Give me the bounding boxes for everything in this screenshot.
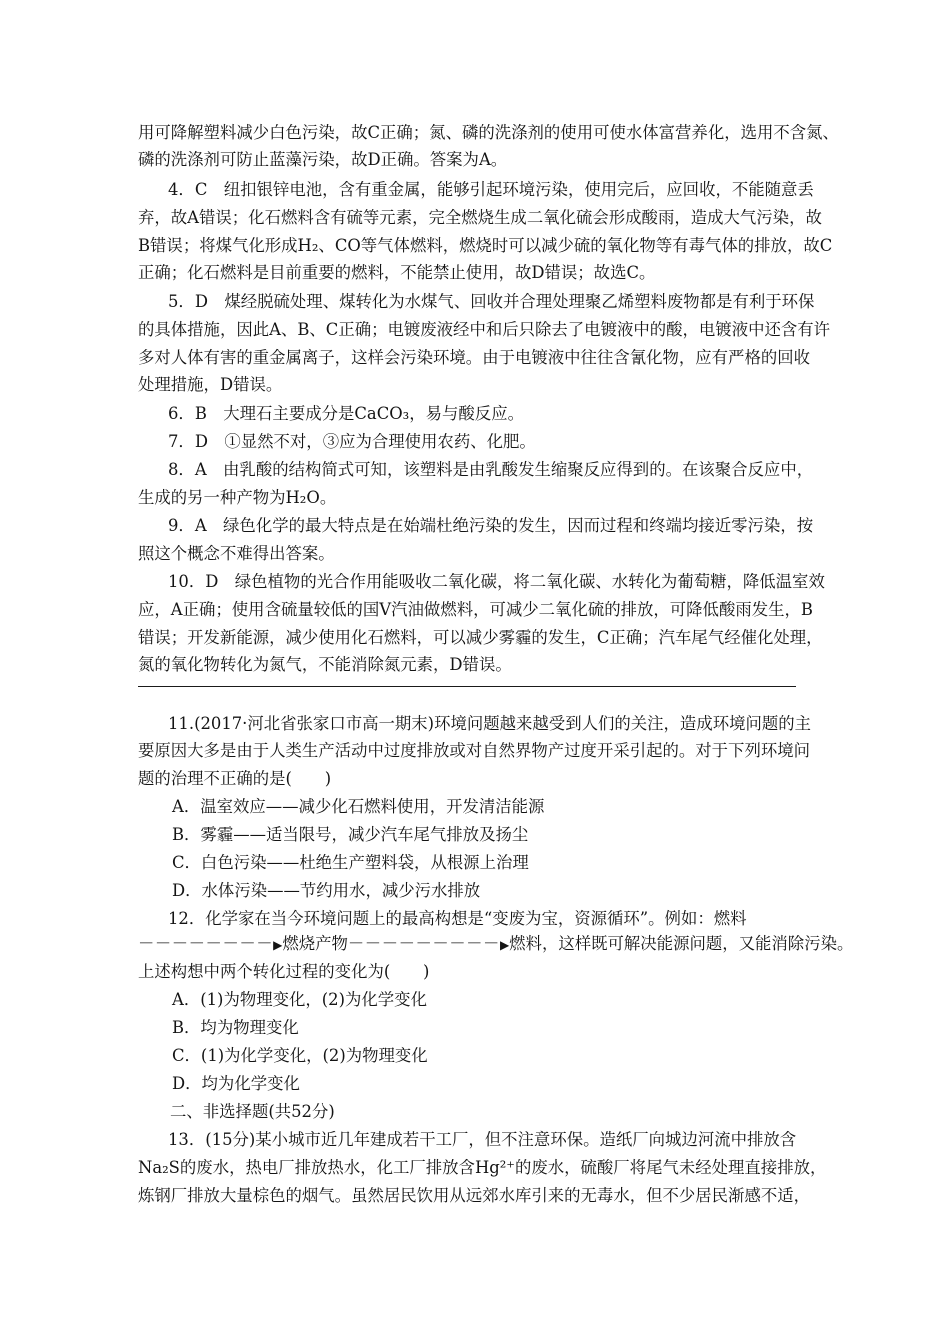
answer-10-line: 应，A正确；使用含硫量较低的国Ⅴ汽油做燃料，可减少二氧化硫的排放，可降低酸雨发生，B — [138, 600, 813, 619]
question-12-option-c: C．(1)为化学变化，(2)为物理变化 — [172, 1046, 428, 1065]
answer-3-continued-line: 用可降解塑料减少白色污染，故C正确；氮、磷的洗涤剂的使用可使水体富营养化，选用不含氮、 — [138, 123, 839, 142]
question-12-option-d: D．均为化学变化 — [172, 1074, 300, 1093]
answer-10-line: 错误；开发新能源，减少使用化石燃料，可以减少雾霾的发生，C正确；汽车尾气经催化处理， — [138, 628, 823, 647]
answer-4-line: 4．C 纽扣银锌电池，含有重金属，能够引起环境污染，使用完后，应回收，不能随意丢 — [168, 180, 814, 199]
answer-4-line: B错误；将煤气化形成H₂、CO等气体燃料，燃烧时可以减少硫的氧化物等有毒气体的排放，故C — [138, 236, 833, 255]
answer-8-line: 8．A 由乳酸的结构简式可知，该塑料是由乳酸发生缩聚反应得到的。在该聚合反应中， — [168, 460, 814, 479]
question-11-line: 要原因大多是由于人类生产活动中过度排放或对自然界物产过度开采引起的。对于下列环境问 — [138, 741, 811, 760]
question-12-option-a: A．(1)为物理变化，(2)为化学变化 — [172, 990, 427, 1009]
answer-4-line: 正确；化石燃料是目前重要的燃料，不能禁止使用，故D错误；故选C。 — [138, 263, 656, 282]
answer-8-line: 生成的另一种产物为H₂O。 — [138, 488, 337, 507]
answer-3-continued-line: 磷的洗涤剂可防止蓝藻污染，故D正确。答案为A。 — [138, 150, 508, 169]
conversion-arrow-2: －－－－－－－－－▶ — [348, 932, 509, 956]
combustion-product-label: 燃烧产物 — [282, 934, 348, 953]
answer-5-line: 多对人体有害的重金属离子，这样会污染环境。由于电镀液中往往含氰化物，应有严格的回收 — [138, 348, 811, 367]
question-11-line: 11.(2017·河北省张家口市高一期末)环境问题越来越受到人们的关注，造成环境问题的主 — [168, 714, 812, 733]
answer-10-line: 氮的氧化物转化为氮气，不能消除氮元素，D错误。 — [138, 655, 512, 674]
answer-5-line: 5．D 煤经脱硫处理、煤转化为水煤气、回收并合理处理聚乙烯塑料废物都是有利于环保 — [168, 292, 815, 311]
answer-9-line: 9．A 绿色化学的最大特点是在始端杜绝污染的发生，因而过程和终端均接近零污染，按 — [168, 516, 814, 535]
answer-5-line: 处理措施，D错误。 — [138, 375, 283, 394]
question-12-line-end: 燃料，这样既可解决能源问题，又能消除污染。 — [509, 934, 854, 953]
question-11-option-b: B．雾霾——适当限号，减少汽车尾气排放及扬尘 — [172, 825, 529, 844]
question-13-line: 炼钢厂排放大量棕色的烟气。虽然居民饮用从远郊水库引来的无毒水，但不少居民渐感不适， — [138, 1186, 811, 1205]
answer-7: 7．D ①显然不对，③应为合理使用农药、化肥。 — [168, 432, 536, 451]
question-11-option-a: A．温室效应——减少化石燃料使用，开发清洁能源 — [172, 797, 545, 816]
question-13-line: 13．(15分)某小城市近几年建成若干工厂，但不注意环保。造纸厂向城边河流中排放含 — [168, 1130, 797, 1149]
answer-5-line: 的具体措施，因此A、B、C正确；电镀废液经中和后只除去了电镀液中的酸，电镀液中还含有许 — [138, 320, 831, 339]
question-12-arrow-line — [138, 932, 858, 956]
section-divider — [138, 686, 796, 687]
answer-4-line: 弃，故A错误；化石燃料含有硫等元素，完全燃烧生成二氧化硫会形成酸雨，造成大气污染，故 — [138, 208, 822, 227]
question-12-option-b: B．均为物理变化 — [172, 1018, 299, 1037]
arrowhead-icon: ▶ — [273, 938, 283, 952]
question-11-option-c: C．白色污染——杜绝生产塑料袋，从根源上治理 — [172, 853, 529, 872]
answer-10-line: 10．D 绿色植物的光合作用能吸收二氧化碳，将二氧化碳、水转化为葡萄糖，降低温室效 — [168, 572, 825, 591]
question-11-line: 题的治理不正确的是( ) — [138, 769, 332, 788]
section-heading: 二、非选择题(共52分) — [170, 1102, 335, 1121]
question-12-line: 上述构想中两个转化过程的变化为( ) — [138, 962, 430, 981]
answer-9-line: 照这个概念不难得出答案。 — [138, 544, 335, 563]
question-11-option-d: D．水体污染——节约用水，减少污水排放 — [172, 881, 481, 900]
arrowhead-icon: ▶ — [499, 938, 510, 952]
conversion-arrow-1: －－－－－－－－▶ — [138, 932, 282, 956]
question-12-line: 12．化学家在当今环境问题上的最高构想是“变废为宝，资源循环”。例如：燃料 — [168, 909, 747, 928]
answer-6: 6．B 大理石主要成分是CaCO₃，易与酸反应。 — [168, 404, 524, 423]
question-13-line: Na₂S的废水，热电厂排放热水，化工厂排放含Hg²⁺的废水，硫酸厂将尾气未经处理直接排放， — [138, 1158, 827, 1177]
